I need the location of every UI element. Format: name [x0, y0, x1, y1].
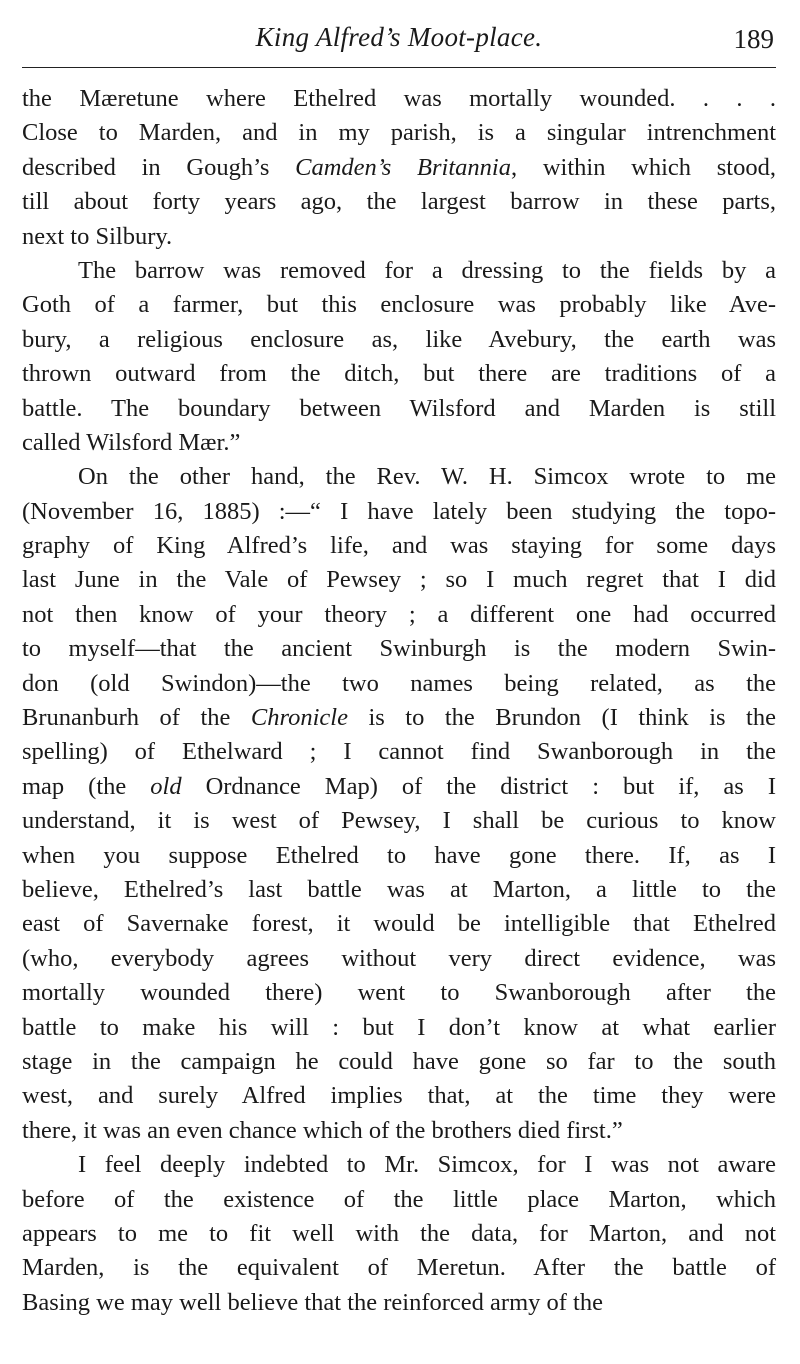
- paragraph: [22, 1148, 776, 1320]
- text-line: (November 16, 1885) :—“ I have lately been studying the topo-: [22, 497, 776, 525]
- text-line: before of the existence of the little place Marton, which: [22, 1185, 776, 1213]
- text-line: not then know of your theory ; a different one had occurred: [22, 600, 776, 628]
- text-line: spelling) of Ethelward ; I cannot find Swanborough in the: [22, 738, 776, 766]
- text-line: described in Gough’s Camden’s Britannia, within which stood,: [22, 153, 776, 181]
- text-line: The barrow was removed for a dressing to the fields by a: [78, 256, 776, 284]
- text-line: next to Silbury.: [22, 222, 173, 250]
- body-text: [22, 82, 776, 1320]
- text-line: stage in the campaign he could have gone so far to the south: [22, 1047, 776, 1075]
- text-line: when you suppose Ethelred to have gone there. If, as I: [22, 841, 776, 869]
- text-line: On the other hand, the Rev. W. H. Simcox wrote to me: [78, 463, 776, 491]
- running-title: King Alfred’s Moot-place.: [255, 22, 543, 52]
- text-line: till about forty years ago, the largest barrow in these parts,: [22, 188, 776, 216]
- paragraph: [22, 82, 776, 254]
- text-line: don (old Swindon)—the two names being related, as the: [22, 669, 776, 697]
- text-line: last June in the Vale of Pewsey ; so I much regret that I did: [22, 566, 776, 594]
- text-line: the Mæretune where Ethelred was mortally wounded. . . .: [22, 85, 776, 112]
- text-line: Close to Marden, and in my parish, is a singular intrenchment: [22, 119, 776, 147]
- paragraph: [22, 254, 776, 460]
- text-line: battle to make his will : but I don’t know at what earlier: [22, 1013, 776, 1041]
- text-line: bury, a religious enclosure as, like Avebury, the earth was: [22, 325, 776, 353]
- text-line: called Wilsford Mær.”: [22, 428, 241, 456]
- text-line: Marden, is the equivalent of Meretun. After the battle of: [22, 1254, 776, 1282]
- text-line: I feel deeply indebted to Mr. Simcox, for I was not aware: [78, 1151, 776, 1179]
- page-number: 189: [733, 24, 774, 54]
- text-line: Brunanburh of the Chronicle is to the Brundon (I think is the: [22, 704, 776, 732]
- running-head: [22, 16, 776, 60]
- text-line: battle. The boundary between Wilsford and Marden is still: [22, 394, 776, 422]
- text-line: there, it was an even chance which of the brothers died first.”: [22, 1116, 623, 1144]
- text-line: east of Savernake forest, it would be intelligible that Ethelred: [22, 910, 776, 938]
- text-line: Goth of a farmer, but this enclosure was probably like Ave-: [22, 291, 776, 319]
- header-rule: [22, 67, 776, 68]
- text-line: to myself—that the ancient Swinburgh is the modern Swin-: [22, 635, 776, 663]
- text-line: believe, Ethelred’s last battle was at Marton, a little to the: [22, 875, 776, 903]
- text-line: thrown outward from the ditch, but there are traditions of a: [22, 360, 776, 388]
- text-line: mortally wounded there) went to Swanborough after the: [22, 979, 776, 1007]
- text-line: understand, it is west of Pewsey, I shall be curious to know: [22, 807, 776, 835]
- text-line: appears to me to fit well with the data, for Marton, and not: [22, 1219, 776, 1247]
- paragraph: [22, 460, 776, 1148]
- text-line: graphy of King Alfred’s life, and was staying for some days: [22, 532, 776, 560]
- text-line: west, and surely Alfred implies that, at the time they were: [22, 1082, 776, 1110]
- text-line: Basing we may well believe that the reinforced army of the: [22, 1288, 603, 1316]
- text-line: map (the old Ordnance Map) of the district : but if, as I: [22, 772, 776, 800]
- text-line: (who, everybody agrees without very direct evidence, was: [22, 944, 776, 972]
